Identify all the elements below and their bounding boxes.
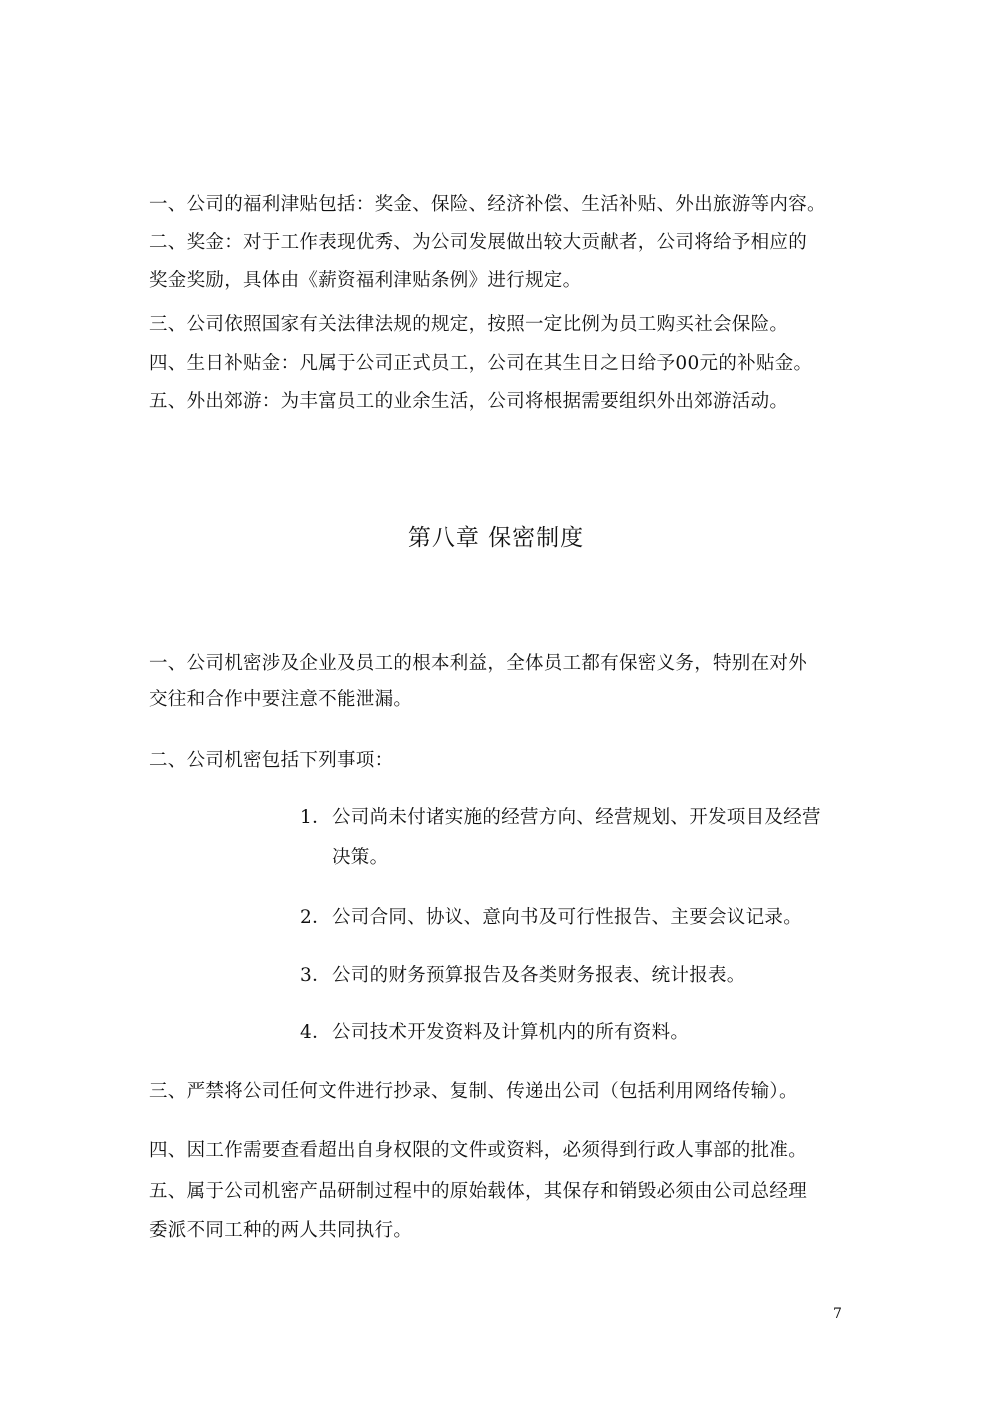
sub-item-1-line-1: 公司尚未付诸实施的经营方向、经营规划、开发项目及经营 <box>332 807 821 828</box>
sub-item-3-number: 3． <box>300 965 331 986</box>
confidentiality-item-1-line-1: 一、公司机密涉及企业及员工的根本利益，全体员工都有保密义务，特别在对外 <box>149 653 808 674</box>
confidentiality-item-4: 四、因工作需要查看超出自身权限的文件或资料，必须得到行政人事部的批准。 <box>149 1140 808 1161</box>
confidentiality-item-5-line-2: 委派不同工种的两人共同执行。 <box>149 1220 413 1241</box>
sub-item-3-line-1: 公司的财务预算报告及各类财务报表、统计报表。 <box>332 965 746 986</box>
confidentiality-item-2: 二、公司机密包括下列事项： <box>149 750 394 771</box>
page-number: 7 <box>833 1306 842 1322</box>
sub-item-1-line-2: 决策。 <box>332 847 389 868</box>
welfare-item-2-line-1: 二、奖金：对于工作表现优秀、为公司发展做出较大贡献者，公司将给予相应的 <box>149 232 808 253</box>
welfare-item-3: 三、公司依照国家有关法律法规的规定，按照一定比例为员工购买社会保险。 <box>149 314 789 335</box>
chapter-heading: 第八章 保密制度 <box>407 525 585 551</box>
sub-item-2-number: 2． <box>300 907 331 928</box>
confidentiality-item-3: 三、严禁将公司任何文件进行抄录、复制、传递出公司（包括利用网络传输）。 <box>149 1081 798 1102</box>
welfare-item-4: 四、生日补贴金：凡属于公司正式员工，公司在其生日之日给予00元的补贴金。 <box>149 353 813 374</box>
welfare-item-2-line-2: 奖金奖励，具体由《薪资福利津贴条例》进行规定。 <box>149 270 582 291</box>
sub-item-4-line-1: 公司技术开发资料及计算机内的所有资料。 <box>332 1022 690 1043</box>
sub-item-2-line-1: 公司合同、协议、意向书及可行性报告、主要会议记录。 <box>332 907 803 928</box>
sub-item-1-number: 1． <box>300 807 331 828</box>
welfare-item-1: 一、公司的福利津贴包括：奖金、保险、经济补偿、生活补贴、外出旅游等内容。 <box>149 194 826 215</box>
confidentiality-item-5-line-1: 五、属于公司机密产品研制过程中的原始载体，其保存和销毁必须由公司总经理 <box>149 1181 808 1202</box>
welfare-item-5: 五、外出郊游：为丰富员工的业余生活，公司将根据需要组织外出郊游活动。 <box>149 391 789 412</box>
sub-item-4-number: 4． <box>300 1022 331 1043</box>
confidentiality-item-1-line-2: 交往和合作中要注意不能泄漏。 <box>149 689 413 710</box>
